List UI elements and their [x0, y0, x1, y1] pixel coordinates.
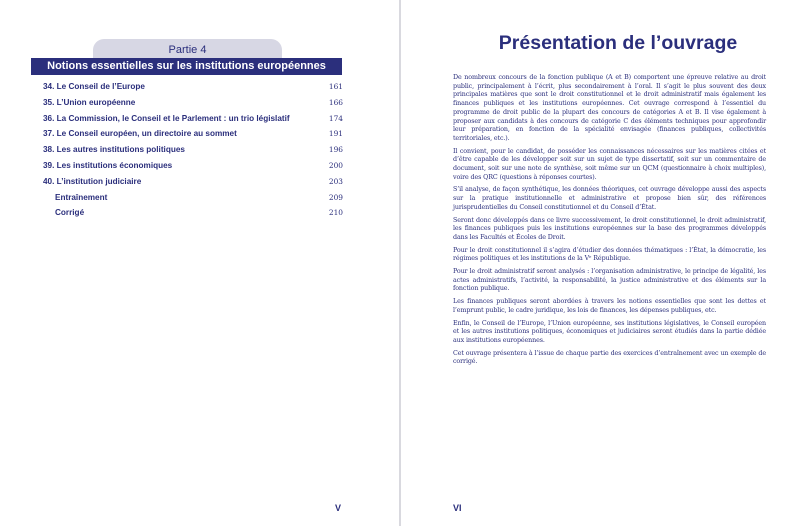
toc-entry-page: 209 [328, 192, 343, 202]
toc-entry[interactable] [43, 145, 343, 161]
toc-entry-page: 200 [328, 160, 343, 170]
toc-entry-page: 210 [328, 208, 343, 218]
right-page [401, 0, 800, 526]
toc-entry-label: Corrigé [55, 208, 85, 218]
toc-entry-answers[interactable] [43, 208, 343, 224]
paragraph: Seront donc développés dans ce livre successivement, le droit constitutionnel, le droit administratif, les finances publiques puis les institutions européennes sur la base des programmes développés dans les Facultés et Écoles de Droit. [453, 216, 766, 241]
page-number: V [335, 503, 342, 513]
presentation-text [453, 74, 766, 371]
toc-entry-page: 174 [328, 113, 343, 123]
paragraph: Il convient, pour le candidat, de posséder les connaissances nécessaires sur les matières citées et d’être capable de les développer soit sur un sujet de type dissertatif, soit sur un commentaire de document, soit sur une note de synthèse, soit même sur un QCM (questionnaire à choix multiples), voire des QRC (questions à réponses courtes). [453, 147, 766, 181]
toc-entry-label: 34. Le Conseil de l’Europe [43, 82, 145, 91]
toc-entry-label: 40. L’institution judiciaire [43, 176, 142, 186]
toc-entry-training[interactable] [43, 193, 343, 209]
paragraph: Pour le droit administratif seront analysés : l’organisation administrative, le principe de légalité, les actes administratifs, l’activité, la responsabilité, la justice administrative et des éléments sur la fonction publique. [453, 268, 766, 293]
toc-entry-label: 35. L’Union européenne [43, 97, 136, 107]
toc-entry-label: 36. La Commission, le Conseil et le Parlement : un trio législatif [43, 113, 290, 123]
toc-entry[interactable] [43, 98, 343, 114]
toc-entry-label: 38. Les autres institutions politiques [43, 145, 185, 155]
paragraph: Les finances publiques seront abordées à travers les notions essentielles que sont les dettes et l’emprunt public, le cadre juridique, les lois de finances, les dépenses publiques, etc. [453, 298, 766, 314]
paragraph: Enfin, le Conseil de l’Europe, l’Union européenne, ses institutions législatives, le Conseil européen et les autres institutions politiques, économiques et judiciaires seront étudiés dans la partie dédiée aux institutions européennes. [453, 319, 766, 344]
toc-entry[interactable] [43, 161, 343, 177]
paragraph: De nombreux concours de la fonction publique (A et B) comportent une épreuve relative au droit public, principalement à l’écrit, plus secondairement à l’oral. Il s’agit le plus souvent des deux principales matières que sont le droit constitutionnel et le droit administratif mais également les finances publiques et les institutions européennes. Cet ouvrage correspond à l’essentiel du programme de droit public de la plupart des concours de catégories A et B. Il vise également à proposer aux candidats à des concours de catégorie C des éléments techniques pour approfondir leur préparation, en fonction de la spécialité envisagée (finances publiques, collectivités territoriales, etc.). [453, 74, 766, 142]
toc-entry-label: 37. Le Conseil européen, un directoire au sommet [43, 129, 237, 139]
toc-entry[interactable] [43, 129, 343, 145]
table-of-contents [43, 82, 343, 224]
page-number: VI [453, 503, 462, 513]
toc-entry-page: 196 [328, 145, 343, 155]
toc-entry-page: 166 [328, 97, 343, 107]
page-title: Présentation de l’ouvrage [498, 32, 738, 54]
toc-entry-label: Entraînement [55, 192, 108, 202]
paragraph: S’il analyse, de façon synthétique, les données théoriques, cet ouvrage développe aussi des aspects sur la pratique institutionnelle et administrative et propose bien sûr, des références jurisprudentielles du Conseil constitutionnel et du Conseil d’État. [453, 186, 766, 211]
toc-entry[interactable] [43, 114, 343, 130]
paragraph: Pour le droit constitutionnel il s’agira d’étudier des données thématiques : l’État, la démocratie, les régimes politiques et les institutions de la Vᵉ République. [453, 246, 766, 263]
toc-entry[interactable] [43, 82, 343, 98]
paragraph: Cet ouvrage présentera à l’issue de chaque partie des exercices d’entraînement avec un exemple de corrigé. [453, 349, 766, 366]
part-label: Partie 4 [93, 39, 282, 60]
toc-entry-page: 191 [328, 129, 343, 139]
left-page [0, 0, 399, 526]
toc-entry-label: 39. Les institutions économiques [43, 160, 173, 170]
part-title: Notions essentielles sur les institutions européennes [31, 58, 342, 75]
toc-entry-page: 161 [328, 82, 343, 91]
toc-entry-page: 203 [328, 176, 343, 186]
toc-entry[interactable] [43, 177, 343, 193]
